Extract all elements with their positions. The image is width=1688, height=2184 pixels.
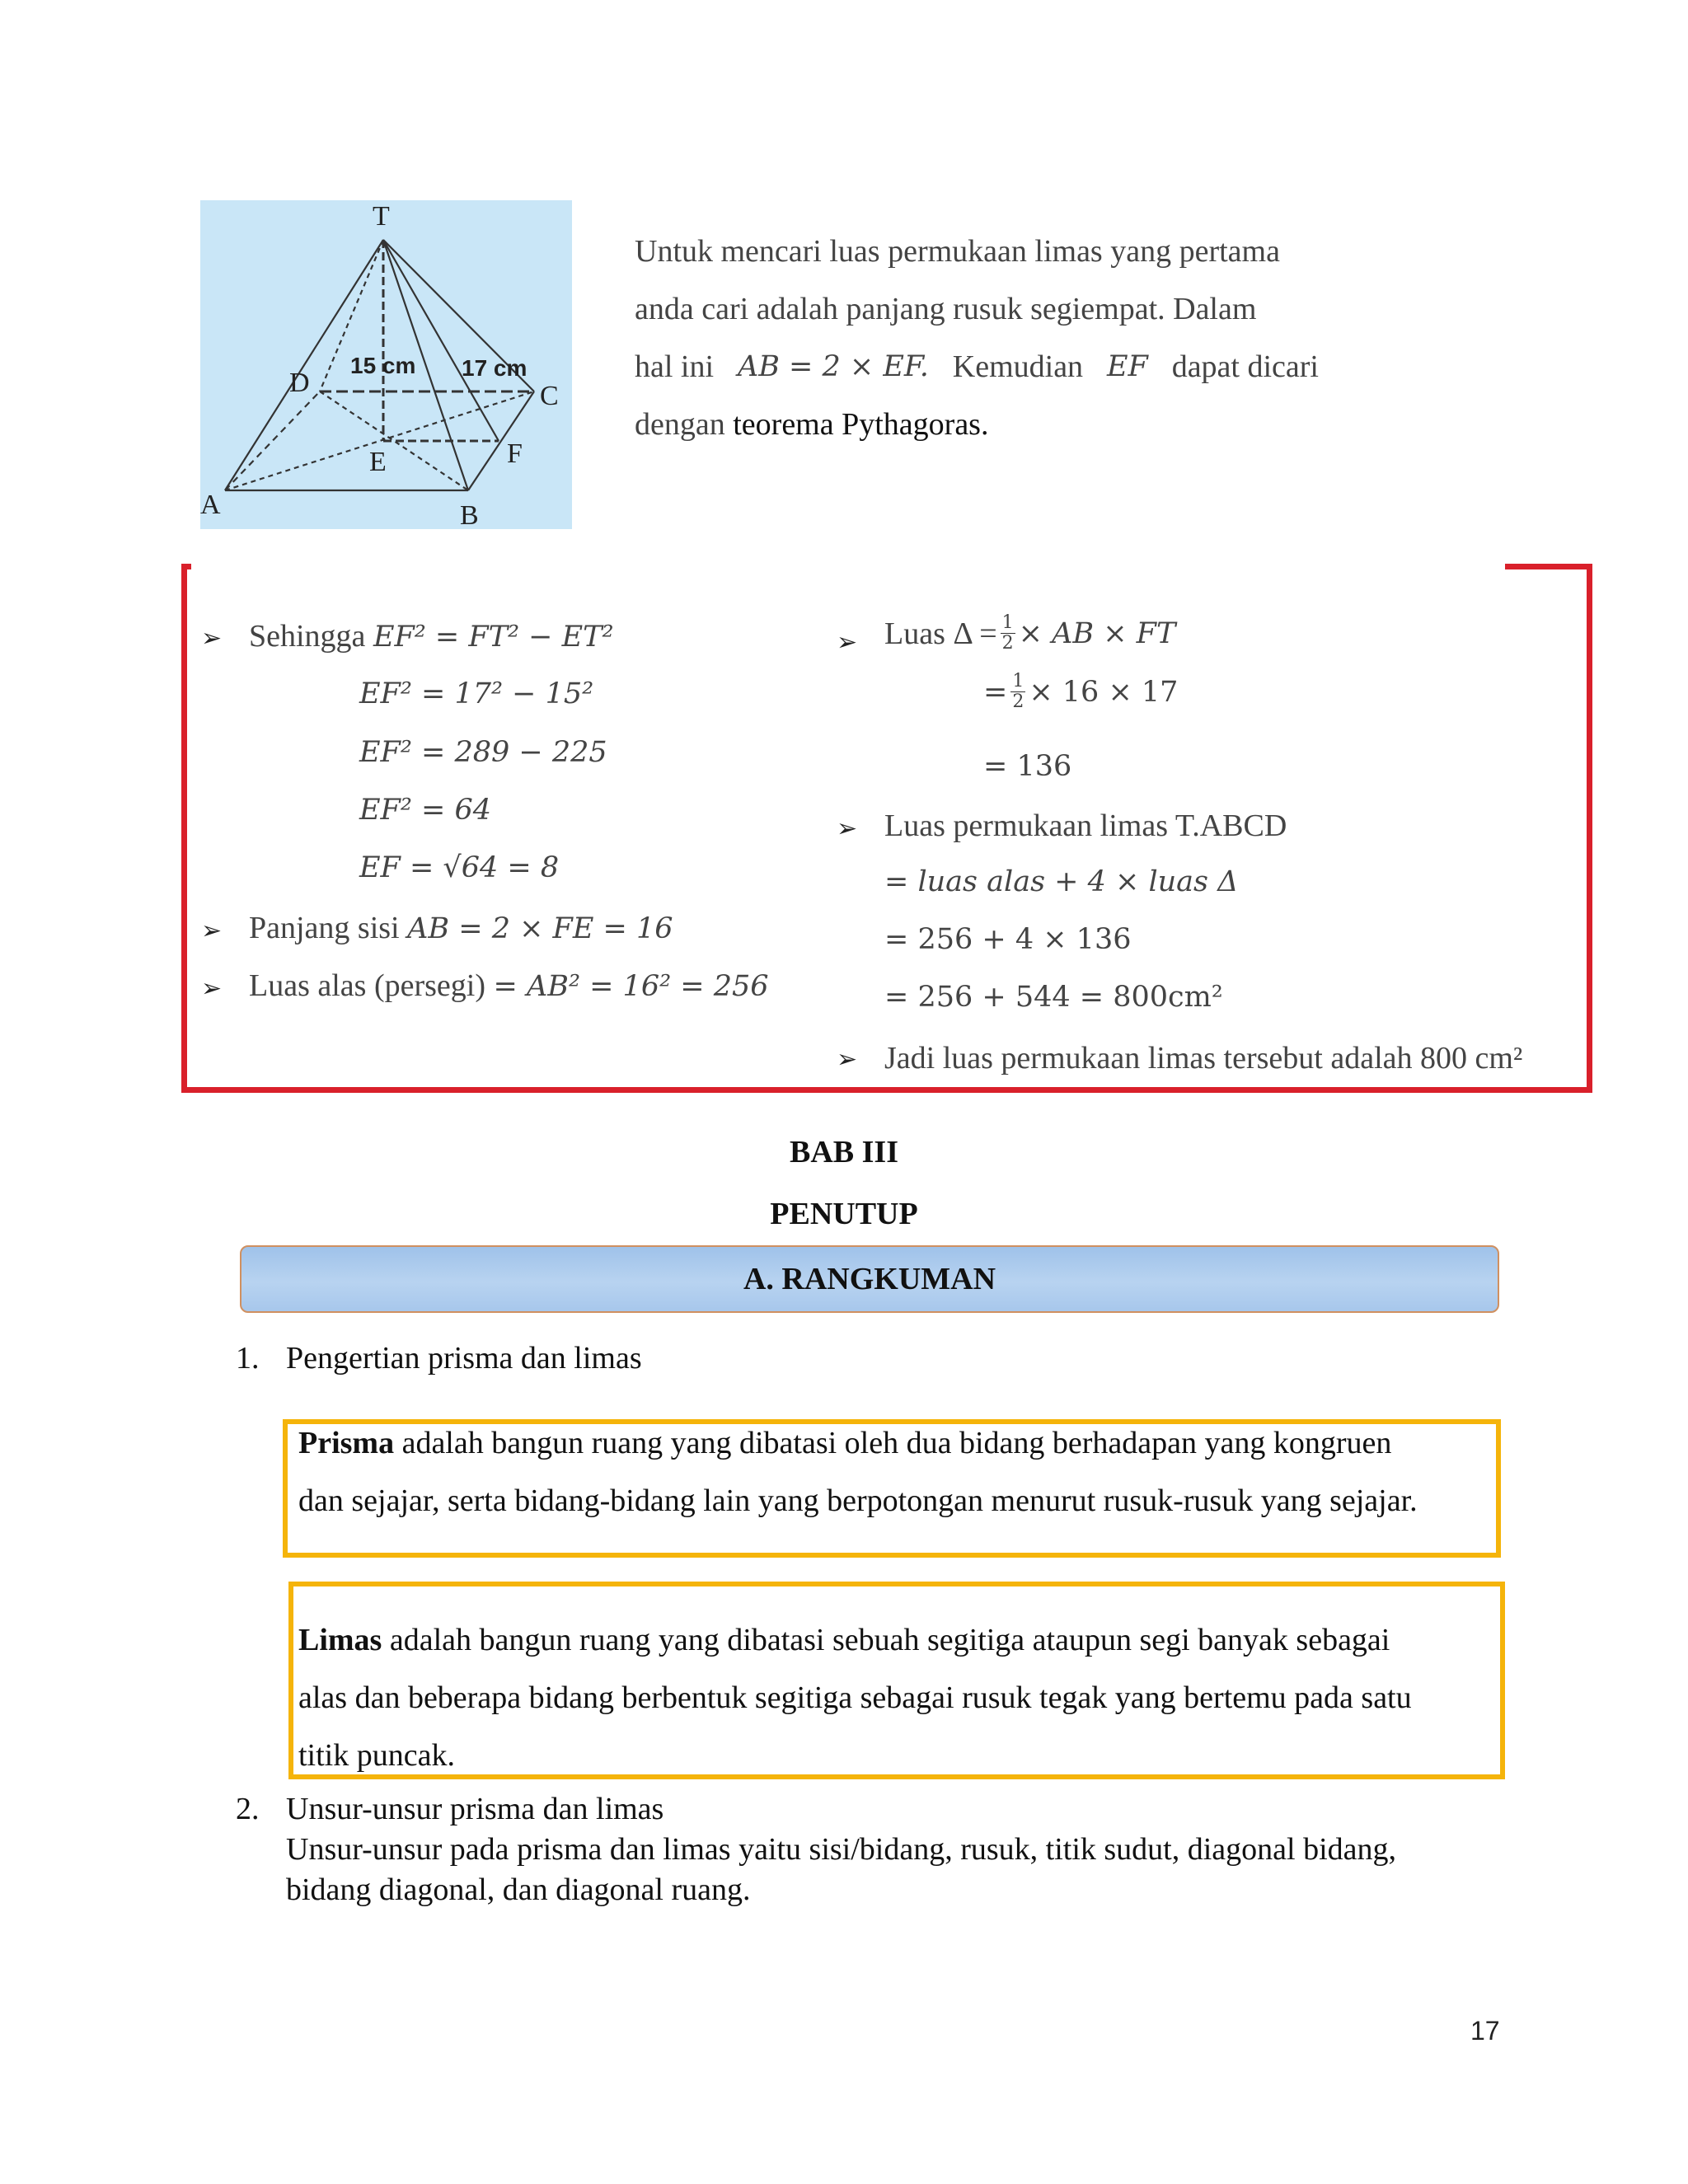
step-final-800: = 256 + 544 = 800cm² (884, 981, 1223, 1014)
fraction-denominator: 2 (1012, 691, 1025, 712)
step-result-136: = 136 (983, 750, 1072, 783)
intro-text-pythagoras: teorema Pythagoras. (733, 407, 989, 442)
prisma-definition (298, 1414, 1479, 1530)
step-luas-alas-label: Luas alas (persegi) (249, 968, 485, 1003)
step-panjang-sisi-math: AB = 2 × FE = 16 (407, 912, 673, 945)
page-number: 17 (1470, 2016, 1500, 2046)
prisma-term: Prisma (298, 1426, 395, 1460)
intro-line-3 (635, 338, 1319, 396)
label-f: F (507, 438, 523, 469)
dim-15cm: 15 cm (350, 353, 416, 378)
step-luas-alas (249, 968, 769, 1004)
intro-paragraph (635, 223, 1319, 453)
arrow-bullet-icon: ➢ (837, 628, 858, 657)
pyramid-diagram (200, 200, 572, 529)
label-b: B (460, 500, 479, 529)
step-luas-segitiga-math: × AB × FT (1018, 616, 1176, 650)
arrow-bullet-icon: ➢ (837, 814, 858, 843)
label-t: T (373, 201, 390, 232)
unsur-description-line-1: Unsur-unsur pada prisma dan limas yaitu sisi/bidang, rusuk, titik sudut, diagonal bidang, (286, 1832, 1397, 1867)
fraction-numerator: 1 (1012, 671, 1025, 691)
step-half-times-math: × 16 × 17 (1029, 675, 1179, 709)
step-panjang-sisi-label: Panjang sisi (249, 911, 400, 945)
limas-definition (298, 1611, 1490, 1784)
step-sehingga-label: Sehingga (249, 619, 366, 654)
fraction-numerator: 1 (1001, 612, 1014, 633)
red-frame-right (1587, 564, 1592, 1093)
intro-text-dengan: dengan (635, 407, 725, 442)
limas-term: Limas (298, 1623, 382, 1657)
intro-math-ab: AB = 2 × EF. (737, 350, 929, 383)
arrow-bullet-icon: ➢ (201, 624, 223, 653)
list-number-1: 1. (236, 1341, 260, 1376)
section-banner (240, 1245, 1499, 1313)
step-ef-squared-3: EF² = 64 (359, 794, 491, 827)
step-luas-alas-math: = AB² = 16² = 256 (493, 970, 769, 1003)
list-item-pengertian: Pengertian prisma dan limas (286, 1341, 642, 1376)
arrow-bullet-icon: ➢ (837, 1045, 858, 1074)
step-sehingga (249, 618, 614, 654)
intro-line-4 (635, 396, 1319, 453)
label-d: D (289, 368, 310, 398)
intro-line-2: anda cari adalah panjang rusuk segiempat. Dalam (635, 292, 1257, 326)
arrow-bullet-icon: ➢ (201, 916, 223, 945)
label-a: A (200, 490, 221, 520)
limas-line-1: adalah bangun ruang yang dibatasi sebuah segitiga ataupun segi banyak sebagai (389, 1623, 1390, 1657)
step-sehingga-math: EF² = FT² − ET² (373, 621, 614, 654)
label-e: E (369, 447, 387, 477)
intro-math-ef: EF (1106, 350, 1148, 383)
step-formula: = luas alas + 4 × luas Δ (884, 865, 1239, 898)
step-luas-segitiga-label: Luas Δ = (884, 616, 997, 651)
fraction-half (1001, 613, 1015, 654)
chapter-heading: BAB III (790, 1135, 898, 1169)
step-ef-squared-2: EF² = 289 − 225 (359, 736, 607, 769)
red-frame-bottom (181, 1087, 1592, 1093)
red-frame-top-left (181, 564, 191, 569)
intro-text-hal-ini: hal ini (635, 349, 715, 384)
intro-line-1: Untuk mencari luas permukaan limas yang pertama (635, 234, 1280, 269)
pyramid-figure (200, 200, 572, 529)
limas-line-2: alas dan beberapa bidang berbentuk segitiga sebagai rusuk tegak yang bertemu pada satu (298, 1680, 1412, 1715)
limas-line-3: titik puncak. (298, 1738, 455, 1773)
intro-text-kemudian: Kemudian (952, 349, 1084, 384)
step-luas-permukaan: Luas permukaan limas T.ABCD (884, 808, 1287, 843)
step-panjang-sisi (249, 910, 673, 946)
unsur-description-line-2: bidang diagonal, dan diagonal ruang. (286, 1872, 751, 1907)
equals-sign: = (983, 675, 1008, 709)
fraction-denominator: 2 (1001, 633, 1014, 654)
fraction-half (1010, 672, 1025, 712)
chapter-title: PENUTUP (770, 1197, 918, 1231)
step-conclusion: Jadi luas permukaan limas tersebut adalah 800 cm² (884, 1041, 1523, 1076)
prisma-line-2: dan sejajar, serta bidang-bidang lain yang berpotongan menurut rusuk-rusuk yang sejajar. (298, 1483, 1418, 1518)
label-c: C (540, 381, 559, 411)
list-item-unsur: Unsur-unsur prisma dan limas (286, 1792, 664, 1826)
list-number-2: 2. (236, 1792, 260, 1826)
red-frame-left (181, 564, 187, 1093)
prisma-line-1: adalah bangun ruang yang dibatasi oleh dua bidang berhadapan yang kongruen (401, 1426, 1392, 1460)
dim-17cm: 17 cm (462, 355, 528, 381)
step-half-times (983, 672, 1178, 712)
step-substitution: = 256 + 4 × 136 (884, 923, 1132, 956)
step-luas-segitiga (884, 613, 1175, 654)
step-ef-root: EF = √64 = 8 (359, 851, 560, 884)
arrow-bullet-icon: ➢ (201, 974, 223, 1003)
section-banner-title: A. RANGKUMAN (743, 1262, 996, 1296)
step-ef-squared-1: EF² = 17² − 15² (359, 677, 594, 710)
red-frame-top-right (1505, 564, 1592, 569)
intro-text-dapat-dicari: dapat dicari (1171, 349, 1319, 384)
